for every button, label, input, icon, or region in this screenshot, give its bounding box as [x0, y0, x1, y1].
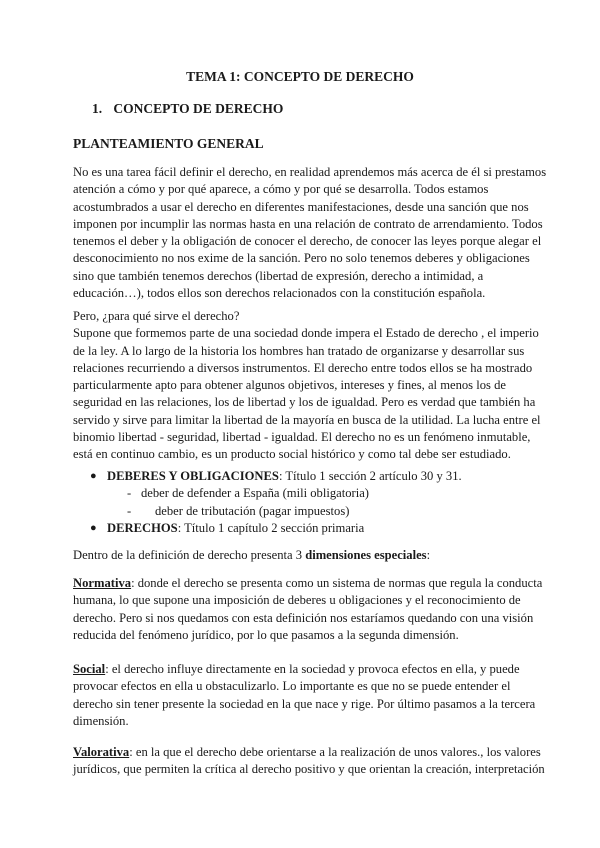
text-line: imponen por incumplir las normas hasta en una relación de contrato de arrendamiento. Todos	[73, 216, 543, 231]
document-title: TEMA 1: CONCEPTO DE DERECHO	[186, 69, 414, 84]
subsection-heading: PLANTEAMIENTO GENERAL	[73, 136, 264, 151]
bullet-icon: ●	[90, 521, 97, 534]
list-item-label: DERECHOS	[107, 520, 178, 535]
paragraph-purpose	[73, 308, 541, 464]
paragraph-dimensions-intro	[73, 547, 533, 564]
text-fragment: Dentro de la definición de derecho presenta 3	[73, 548, 306, 562]
text-line: servido y sirve para limitar la libertad de la mayoría en busca de la utilidad. La lucha entre el	[73, 412, 541, 427]
text-line: Pero, ¿para qué sirve el derecho?	[73, 309, 240, 323]
text-emphasis: dimensiones especiales	[305, 548, 427, 562]
text-line: particularmente apto para obtener algunos objetivos, intereses y fines, al menos los de	[73, 378, 506, 393]
term-valorativa: Valorativa	[73, 745, 130, 759]
text-line: relaciones recurriendo a diversos instrumentos. El derecho entre todos ellos se ha mostrado	[73, 360, 533, 375]
text-line: tenemos el deber y la obligación de conocer el derecho, de conocer las leyes porque alegar el	[73, 234, 542, 249]
text-fragment: : en la que el derecho debe orientarse a la realización de unos valores., los valores	[129, 745, 541, 759]
text-line	[73, 575, 543, 592]
text-line: derecho. Pero si nos quedamos con esta definición nos estaríamos quedando con una visión	[73, 610, 534, 625]
text-line: Supone que formemos parte de una sociedad donde impera el Estado de derecho , el imperio	[73, 326, 539, 341]
text-fragment: : el derecho influye directamente en la sociedad y provoca efectos en ella, y puede	[105, 662, 520, 676]
sub-list-text: deber de tributación (pagar impuestos)	[155, 503, 350, 518]
text-line: desconocimiento no nos exime de la sanción. Pero no solo tenemos deberes y obligaciones	[73, 251, 530, 266]
text-line: acostumbrados a usar el derecho en diferentes manifestaciones, desde una sanción que nos	[73, 199, 529, 214]
text-line: provocar efectos en ella u obstaculizarlo. Lo importante es que no se puede entender el	[73, 679, 511, 694]
text-fragment: : donde el derecho se presenta como un sistema de normas que regula la conducta	[131, 576, 543, 590]
text-line: humana, lo que supone una imposición de deberes u obligaciones y el reconocimiento de	[73, 593, 521, 608]
paragraph-normativa	[73, 575, 543, 644]
text-fragment: :	[426, 548, 431, 562]
bullet-list	[73, 468, 533, 537]
text-line: seguridad en las relaciones, los de libertad y los de igualdad. Pero es verdad que también ha	[73, 395, 536, 410]
paragraph-valorativa	[73, 744, 545, 779]
dash-icon: -	[127, 503, 132, 518]
sub-list-text: deber de defender a España (mili obligatoria)	[141, 486, 369, 501]
term-normativa: Normativa	[73, 576, 132, 590]
paragraph-social	[73, 661, 536, 730]
text-line: reducida del fenómeno jurídico, por lo que pasamos a la segunda dimensión.	[73, 627, 459, 642]
list-item-text: : Título 1 capítulo 2 sección primaria	[177, 520, 365, 535]
text-line	[73, 744, 541, 761]
sub-list-item	[107, 503, 533, 520]
paragraph-intro	[73, 164, 547, 302]
list-item-derechos	[73, 520, 533, 537]
text-line: dimensión.	[73, 713, 129, 728]
text-line: atención a cómo y por qué aparece, a cómo y por qué se desarrolla. Todos estamos	[73, 182, 489, 197]
text-line	[73, 661, 533, 678]
bullet-icon: ●	[90, 470, 97, 482]
text-line: está en continuo cambio, es un producto social histórico y como tal debe ser estudiado.	[73, 447, 511, 462]
list-item-deberes	[73, 468, 533, 520]
list-item-text: : Título 1 sección 2 artículo 30 y 31.	[278, 469, 462, 483]
text-line: educación…), todos ellos son derechos relacionados con la constitución española.	[73, 286, 486, 301]
text-line: jurídicos, que permiten la crítica al derecho positivo y que orientan la creación, interpretación	[73, 762, 545, 777]
list-item-label: DEBERES Y OBLIGACIONES	[107, 469, 279, 483]
section-title: CONCEPTO DE DERECHO	[113, 101, 284, 116]
text-line: sino que también tenemos derechos (libertad de expresión, derecho a intimidad, a	[73, 268, 484, 283]
text-line: derecho sin tener presente la sociedad en la que nace y rige. Por último pasamos a la tercera	[73, 696, 536, 711]
sub-list	[107, 485, 533, 520]
section-number: 1.	[92, 101, 103, 116]
text-line: No es una tarea fácil definir el derecho, en realidad aprendemos más acerca de él si prestamos	[73, 165, 547, 179]
text-line: binomio libertad - seguridad, libertad - igualdad. El derecho no es un fenómeno inmutable,	[73, 430, 531, 445]
section-heading	[92, 100, 283, 117]
dash-icon: -	[127, 486, 132, 501]
term-social: Social	[73, 662, 106, 676]
text-line: de la ley. A lo largo de la historia los hombres han tratado de organizarse y desarrollar sus	[73, 343, 525, 358]
sub-list-item	[107, 485, 533, 502]
